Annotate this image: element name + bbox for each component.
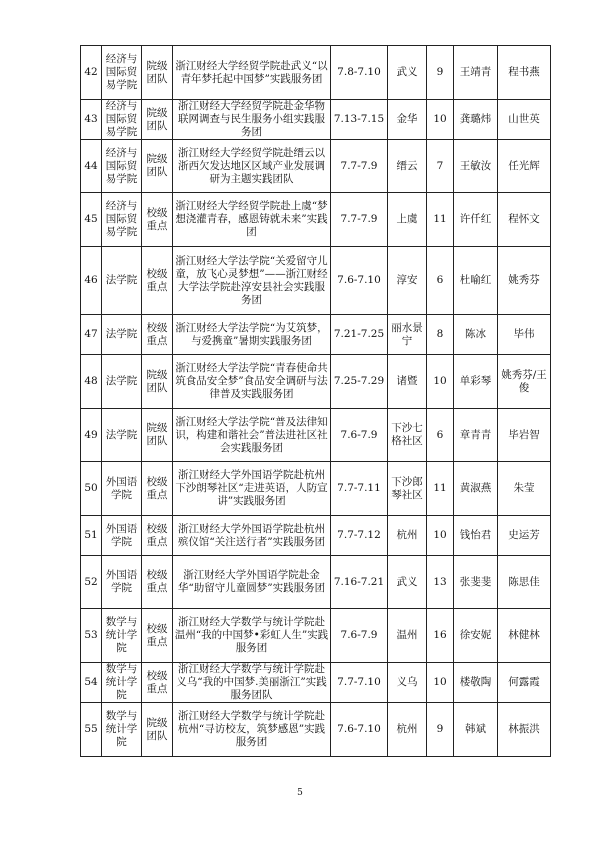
table-row [81,609,551,663]
cell-count: 10 [427,100,454,140]
cell-name: 浙江财经大学经贸学院赴缙云以浙西欠发达地区区域产业发展调研为主题实践团队 [173,140,331,193]
cell-date: 7.7-7.9 [331,140,388,193]
cell-date: 7.8-7.10 [331,46,388,100]
cell-date: 7.7-7.9 [331,193,388,247]
cell-date: 7.25-7.29 [331,355,388,409]
cell-location: 武义 [388,556,427,609]
cell-count: 10 [427,516,454,556]
cell-idx: 52 [81,556,102,609]
cell-tutor: 程书燕 [498,46,551,100]
cell-college: 法学院 [102,315,142,355]
cell-location: 淳安 [388,247,427,315]
cell-leader: 楼敬陶 [454,663,498,703]
cell-date: 7.13-7.15 [331,100,388,140]
table-row [81,462,551,516]
cell-college: 外国语学院 [102,556,142,609]
cell-location: 义乌 [388,663,427,703]
cell-location: 杭州 [388,516,427,556]
cell-location: 金华 [388,100,427,140]
cell-name: 浙江财经大学经贸学院赴武义“以青年梦托起中国梦”实践服务团 [173,46,331,100]
cell-leader: 陈冰 [454,315,498,355]
cell-location: 下沙郎琴社区 [388,462,427,516]
cell-date: 7.6-7.10 [331,247,388,315]
cell-date: 7.7-7.12 [331,516,388,556]
cell-level: 校级重点 [142,516,173,556]
table-row [81,140,551,193]
cell-leader: 韩斌 [454,703,498,757]
cell-leader: 王靖青 [454,46,498,100]
cell-location: 上虞 [388,193,427,247]
cell-college: 经济与国际贸易学院 [102,46,142,100]
cell-college: 数学与统计学院 [102,609,142,663]
table-row [81,193,551,247]
cell-leader: 章青青 [454,409,498,462]
cell-count: 8 [427,315,454,355]
table-row [81,556,551,609]
cell-level: 院级团队 [142,46,173,100]
cell-idx: 53 [81,609,102,663]
cell-idx: 44 [81,140,102,193]
cell-location: 缙云 [388,140,427,193]
cell-location: 丽水景宁 [388,315,427,355]
table-row [81,355,551,409]
cell-level: 院级团队 [142,703,173,757]
cell-tutor: 陈思佳 [498,556,551,609]
cell-name: 浙江财经大学外国语学院赴金华“助留守儿童圆梦”实践服务团 [173,556,331,609]
cell-tutor: 何露霞 [498,663,551,703]
cell-idx: 51 [81,516,102,556]
cell-leader: 龚璐炜 [454,100,498,140]
cell-leader: 杜喻红 [454,247,498,315]
cell-name: 浙江财经大学法学院“青春使命共筑食品安全梦”食品安全调研与法律普及实践服务团 [173,355,331,409]
cell-count: 10 [427,355,454,409]
cell-college: 法学院 [102,247,142,315]
cell-level: 院级团队 [142,355,173,409]
cell-college: 经济与国际贸易学院 [102,140,142,193]
cell-name: 浙江财经大学外国语学院赴杭州下沙朗琴社区“走进英语，人防宣讲”实践服务团 [173,462,331,516]
cell-college: 经济与国际贸易学院 [102,193,142,247]
cell-name: 浙江财经大学数学与统计学院赴义乌“我的中国梦.美丽浙江”实践服务团队 [173,663,331,703]
cell-tutor: 林振洪 [498,703,551,757]
cell-leader: 王敏汝 [454,140,498,193]
cell-location: 诸暨 [388,355,427,409]
cell-count: 6 [427,247,454,315]
page-number: 5 [297,788,303,798]
cell-tutor: 毕岩智 [498,409,551,462]
table-row [81,100,551,140]
cell-level: 校级重点 [142,193,173,247]
cell-tutor: 毕伟 [498,315,551,355]
cell-tutor: 林健林 [498,609,551,663]
cell-idx: 55 [81,703,102,757]
cell-idx: 54 [81,663,102,703]
table-row [81,315,551,355]
cell-tutor: 朱莹 [498,462,551,516]
cell-count: 16 [427,609,454,663]
table-row [81,663,551,703]
cell-college: 外国语学院 [102,462,142,516]
cell-idx: 43 [81,100,102,140]
cell-idx: 45 [81,193,102,247]
cell-level: 校级重点 [142,663,173,703]
cell-tutor: 山世英 [498,100,551,140]
cell-college: 法学院 [102,409,142,462]
cell-name: 浙江财经大学数学与统计学院赴杭州“寻访校友，筑梦感恩”实践服务团 [173,703,331,757]
cell-idx: 48 [81,355,102,409]
cell-location: 温州 [388,609,427,663]
cell-count: 7 [427,140,454,193]
cell-idx: 47 [81,315,102,355]
cell-level: 院级团队 [142,140,173,193]
cell-idx: 46 [81,247,102,315]
cell-leader: 许仟红 [454,193,498,247]
cell-level: 校级重点 [142,247,173,315]
cell-count: 9 [427,703,454,757]
cell-tutor: 程怀文 [498,193,551,247]
cell-count: 10 [427,663,454,703]
cell-location: 下沙七格社区 [388,409,427,462]
cell-name: 浙江财经大学数学与统计学院赴温州“我的中国梦•彩虹人生”实践服务团 [173,609,331,663]
cell-leader: 单彩琴 [454,355,498,409]
cell-level: 校级重点 [142,315,173,355]
cell-college: 外国语学院 [102,516,142,556]
cell-count: 13 [427,556,454,609]
cell-idx: 42 [81,46,102,100]
cell-name: 浙江财经大学法学院“普及法律知识，构建和谐社会”普法进社区社会实践服务团 [173,409,331,462]
table-row [81,516,551,556]
cell-date: 7.6-7.9 [331,609,388,663]
cell-date: 7.21-7.25 [331,315,388,355]
cell-level: 院级团队 [142,409,173,462]
cell-date: 7.16-7.21 [331,556,388,609]
cell-location: 武义 [388,46,427,100]
cell-leader: 黄淑燕 [454,462,498,516]
table-row [81,703,551,757]
cell-leader: 徐安妮 [454,609,498,663]
cell-name: 浙江财经大学经贸学院赴上虞“梦想浇灌青春，感恩铸就未来”实践团 [173,193,331,247]
cell-count: 11 [427,462,454,516]
table-row [81,46,551,100]
cell-leader: 钱怡君 [454,516,498,556]
cell-level: 校级重点 [142,609,173,663]
cell-date: 7.7-7.11 [331,462,388,516]
cell-count: 11 [427,193,454,247]
cell-name: 浙江财经大学法学院“关爱留守儿童，放飞心灵梦想”——浙江财经大学法学院赴淳安县社会实践服务团 [173,247,331,315]
table-row [81,247,551,315]
cell-count: 6 [427,409,454,462]
cell-college: 法学院 [102,355,142,409]
cell-name: 浙江财经大学经贸学院赴金华物联网调查与民生服务小组实践服务团 [173,100,331,140]
table-row [81,409,551,462]
cell-college: 数学与统计学院 [102,663,142,703]
cell-name: 浙江财经大学外国语学院赴杭州殡仪馆“关注送行者”实践服务团 [173,516,331,556]
cell-tutor: 任光辉 [498,140,551,193]
cell-tutor: 史运芳 [498,516,551,556]
cell-tutor: 姚秀芬 [498,247,551,315]
cell-college: 经济与国际贸易学院 [102,100,142,140]
cell-level: 校级重点 [142,556,173,609]
cell-location: 杭州 [388,703,427,757]
cell-date: 7.6-7.10 [331,703,388,757]
cell-date: 7.7-7.10 [331,663,388,703]
cell-level: 院级团队 [142,100,173,140]
cell-name: 浙江财经大学法学院“为艾筑梦，与爱携童”暑期实践服务团 [173,315,331,355]
cell-level: 校级重点 [142,462,173,516]
cell-tutor: 姚秀芬/王俊 [498,355,551,409]
project-table [80,45,551,757]
cell-idx: 49 [81,409,102,462]
cell-leader: 张斐斐 [454,556,498,609]
cell-count: 9 [427,46,454,100]
cell-idx: 50 [81,462,102,516]
cell-date: 7.6-7.9 [331,409,388,462]
cell-college: 数学与统计学院 [102,703,142,757]
